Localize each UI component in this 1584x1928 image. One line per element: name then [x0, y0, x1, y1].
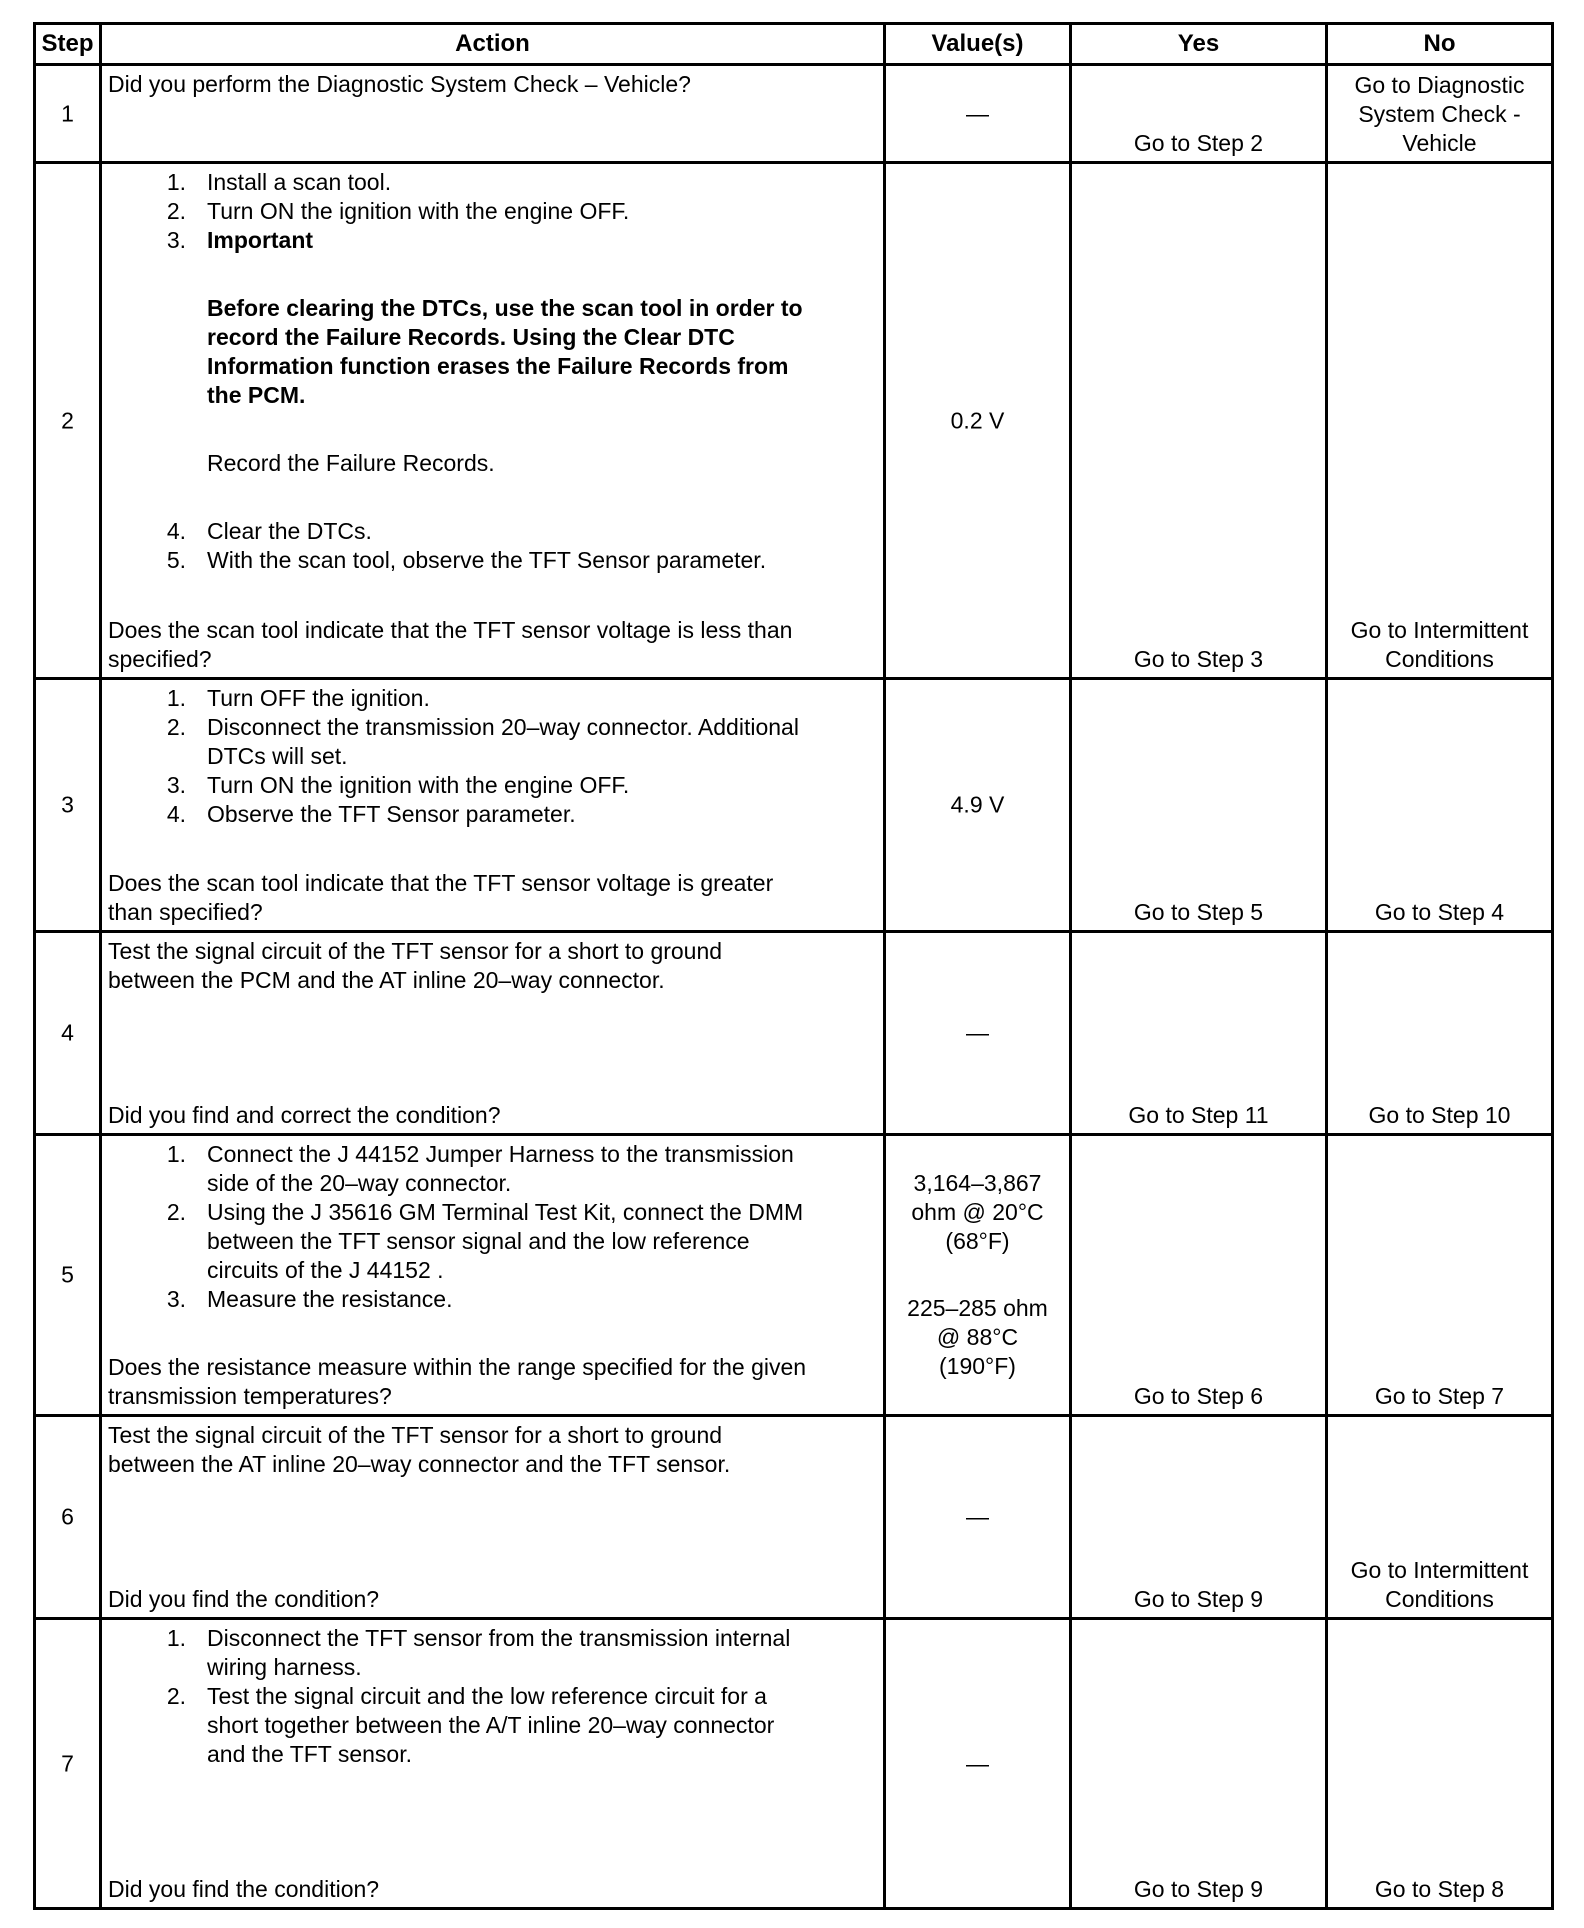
question-text: Did you find the condition? — [108, 1876, 380, 1902]
no-cell: Go to Step 4 — [1374, 899, 1505, 925]
header-step: Step — [35, 24, 101, 65]
list-item: 4. Observe the TFT Sensor parameter. — [166, 801, 576, 827]
no-cell: Go to Intermittent Conditions — [1350, 617, 1529, 672]
list-item: 3. Measure the resistance. — [166, 1286, 453, 1312]
header-values: Value(s) — [885, 24, 1071, 65]
list-item: 1. Turn OFF the ignition. — [166, 685, 430, 711]
step-number: 3 — [61, 791, 74, 818]
list-item: 4. Clear the DTCs. — [166, 518, 372, 544]
action-steps — [108, 168, 875, 575]
no-line: Go to Diagnostic — [1354, 72, 1525, 98]
table-row — [35, 1619, 1553, 1909]
list-item: 2. Disconnect the transmission 20–way connector. Additional DTCs will set. — [166, 714, 799, 769]
list-item: 3. Turn ON the ignition with the engine OFF. — [166, 772, 630, 798]
action-steps — [108, 1624, 875, 1769]
list-item: 1. Disconnect the TFT sensor from the transmission internal wiring harness. — [166, 1625, 791, 1680]
list-item: 5. With the scan tool, observe the TFT Sensor parameter. — [166, 547, 767, 573]
list-item: 1. Connect the J 44152 Jumper Harness to the transmission side of the 20–way connector. — [166, 1141, 794, 1196]
action-text: Did you perform the Diagnostic System Check – Vehicle? — [108, 71, 691, 97]
no-cell: Go to Step 10 — [1368, 1102, 1511, 1128]
no-cell: Go to Step 7 — [1374, 1383, 1505, 1409]
yes-cell: Go to Step 6 — [1133, 1383, 1264, 1409]
table-row — [35, 1416, 1553, 1619]
list-item: 2. Turn ON the ignition with the engine OFF. — [166, 198, 630, 224]
no-line: System Check - — [1358, 101, 1521, 127]
no-line: Vehicle — [1402, 130, 1477, 156]
no-cell: Go to Intermittent Conditions — [1350, 1557, 1529, 1612]
action-text: Test the signal circuit of the TFT sensor for a short to ground between the AT inline 20–way connector and the TFT sensor. — [108, 1422, 731, 1477]
list-item: 1. Install a scan tool. — [166, 169, 392, 195]
value-cell: — — [966, 1503, 989, 1530]
yes-cell: Go to Step 5 — [1133, 899, 1264, 925]
header-row — [35, 24, 1553, 65]
value-cell: — — [966, 1019, 989, 1046]
record-text: Record the Failure Records. — [207, 450, 495, 476]
list-item: 2. Using the J 35616 GM Terminal Test Kit, connect the DMM between the TFT sensor signal and the low reference circuits of the J 44152 . — [166, 1199, 804, 1283]
step-number: 2 — [61, 407, 74, 433]
step-number: 1 — [61, 100, 74, 126]
important-label: Important — [207, 227, 314, 253]
yes-cell: Go to Step 9 — [1133, 1586, 1264, 1612]
value-cell: 3,164–3,867 ohm @ 20°C (68°F) 225–285 ohm @ 88°C (190°F) — [907, 1170, 1048, 1379]
table-row — [35, 163, 1553, 679]
step-number: 5 — [61, 1261, 74, 1288]
action-steps — [108, 1140, 875, 1314]
table-row — [35, 65, 1553, 163]
question-text: Does the resistance measure within the range specified for the given transmission temperatures? — [108, 1354, 807, 1409]
list-item: 3. Important — [166, 227, 314, 253]
yes-cell: Go to Step 11 — [1128, 1102, 1269, 1128]
yes-cell: Go to Step 9 — [1133, 1876, 1264, 1902]
table-row — [35, 932, 1553, 1135]
value-cell: 0.2 V — [950, 407, 1005, 433]
yes-cell: Go to Step 2 — [1133, 130, 1264, 156]
value-cell: 4.9 V — [950, 791, 1005, 818]
step-number: 4 — [61, 1019, 74, 1046]
question-text: Did you find and correct the condition? — [108, 1102, 501, 1128]
action-steps — [108, 684, 875, 829]
header-yes: Yes — [1071, 24, 1327, 65]
important-note: Before clearing the DTCs, use the scan tool in order to record the Failure Records. Using the Clear DTC Information function erases the Failure Records from the PCM. — [207, 295, 803, 408]
question-text: Does the scan tool indicate that the TFT sensor voltage is less than specified? — [108, 617, 793, 672]
action-text: Test the signal circuit of the TFT sensor for a short to ground between the PCM and the AT inline 20–way connector. — [108, 938, 723, 993]
list-item: 2. Test the signal circuit and the low reference circuit for a short together between the A/T inline 20–way connector and the TFT sensor. — [166, 1683, 775, 1767]
diagnostic-table — [33, 22, 1554, 1910]
header-action: Action — [101, 24, 885, 65]
step-number: 6 — [61, 1503, 74, 1530]
header-no: No — [1327, 24, 1553, 65]
table-row — [35, 1135, 1553, 1416]
value-cell: — — [966, 100, 989, 126]
question-text: Did you find the condition? — [108, 1586, 380, 1612]
no-cell — [1332, 71, 1547, 158]
no-cell: Go to Step 8 — [1374, 1876, 1505, 1902]
step-number: 7 — [61, 1750, 74, 1776]
yes-cell: Go to Step 3 — [1133, 646, 1264, 672]
question-text: Does the scan tool indicate that the TFT sensor voltage is greater than specified? — [108, 870, 774, 925]
table-row — [35, 679, 1553, 932]
value-cell: — — [966, 1750, 989, 1776]
